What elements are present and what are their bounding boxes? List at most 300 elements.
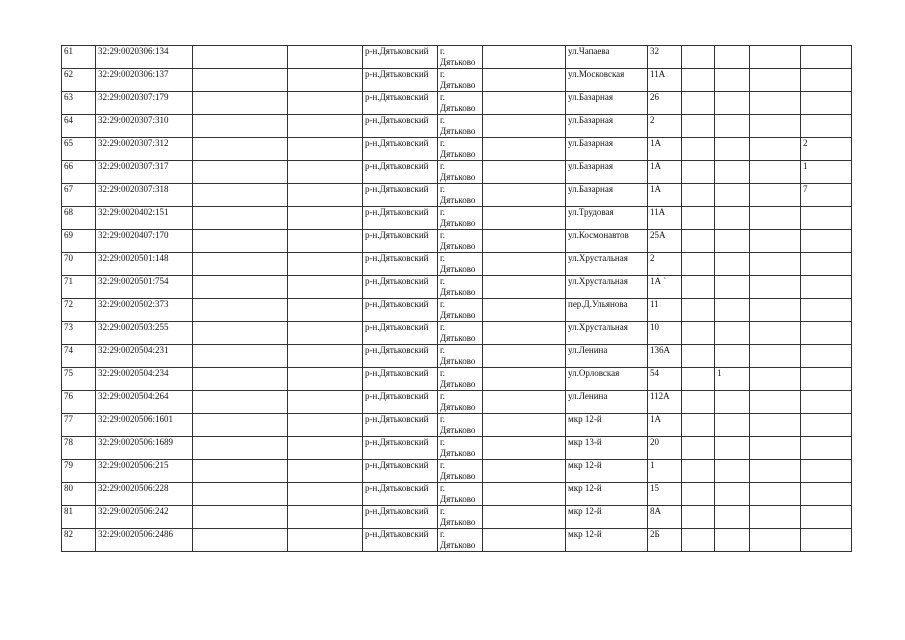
empty-cell [288, 437, 363, 460]
empty-cell [288, 345, 363, 368]
table-row [62, 345, 852, 368]
row-number: 67 [62, 184, 96, 207]
house-number: 1А ` [648, 276, 682, 299]
empty-cell [193, 345, 288, 368]
street: мкр 13-й [566, 437, 648, 460]
district: р-н.Дятьковский [363, 230, 438, 253]
empty-cell [483, 506, 566, 529]
empty-cell [750, 437, 801, 460]
street: ул.Орловская [566, 368, 648, 391]
empty-cell [193, 391, 288, 414]
empty-cell [750, 391, 801, 414]
cadastral-number: 32:29:0020504:234 [96, 368, 193, 391]
house-number: 11А [648, 207, 682, 230]
extra-value [715, 299, 750, 322]
cadastral-number: 32:29:0020306:137 [96, 69, 193, 92]
city: г. Дятьково [438, 46, 483, 69]
cadastral-number: 32:29:0020307:310 [96, 115, 193, 138]
empty-cell [193, 138, 288, 161]
row-number: 70 [62, 253, 96, 276]
table-row [62, 483, 852, 506]
empty-cell [288, 506, 363, 529]
empty-cell [193, 92, 288, 115]
street: ул.Базарная [566, 161, 648, 184]
empty-cell [483, 345, 566, 368]
count-value [801, 529, 852, 552]
house-number: 2Б [648, 529, 682, 552]
street: ул.Хрустальная [566, 253, 648, 276]
cadastral-number: 32:29:0020307:312 [96, 138, 193, 161]
row-number: 63 [62, 92, 96, 115]
street: ул.Базарная [566, 92, 648, 115]
empty-cell [750, 161, 801, 184]
extra-value [715, 414, 750, 437]
empty-cell [483, 414, 566, 437]
empty-cell [750, 230, 801, 253]
table-row [62, 460, 852, 483]
empty-cell [682, 391, 715, 414]
house-number: 10 [648, 322, 682, 345]
row-number: 76 [62, 391, 96, 414]
cadastral-number: 32:29:0020506:242 [96, 506, 193, 529]
city: г. Дятьково [438, 69, 483, 92]
row-number: 69 [62, 230, 96, 253]
empty-cell [750, 529, 801, 552]
extra-value [715, 506, 750, 529]
empty-cell [193, 253, 288, 276]
table-row [62, 437, 852, 460]
empty-cell [483, 322, 566, 345]
empty-cell [288, 391, 363, 414]
empty-cell [193, 161, 288, 184]
city: г. Дятьково [438, 299, 483, 322]
city: г. Дятьково [438, 368, 483, 391]
house-number: 25А [648, 230, 682, 253]
count-value [801, 483, 852, 506]
empty-cell [483, 529, 566, 552]
house-number: 11 [648, 299, 682, 322]
row-number: 62 [62, 69, 96, 92]
extra-value [715, 345, 750, 368]
empty-cell [750, 483, 801, 506]
table-row [62, 230, 852, 253]
empty-cell [193, 115, 288, 138]
empty-cell [483, 161, 566, 184]
row-number: 73 [62, 322, 96, 345]
city: г. Дятьково [438, 161, 483, 184]
street: ул.Хрустальная [566, 276, 648, 299]
cadastral-number: 32:29:0020506:215 [96, 460, 193, 483]
empty-cell [288, 46, 363, 69]
city: г. Дятьково [438, 460, 483, 483]
empty-cell [483, 115, 566, 138]
empty-cell [288, 460, 363, 483]
empty-cell [682, 46, 715, 69]
street: ул.Трудовая [566, 207, 648, 230]
empty-cell [483, 437, 566, 460]
empty-cell [483, 46, 566, 69]
cadastral-number: 32:29:0020307:318 [96, 184, 193, 207]
extra-value [715, 161, 750, 184]
empty-cell [288, 184, 363, 207]
count-value [801, 115, 852, 138]
cadastral-number: 32:29:0020501:148 [96, 253, 193, 276]
empty-cell [682, 483, 715, 506]
count-value [801, 276, 852, 299]
district: р-н.Дятьковский [363, 184, 438, 207]
street: ул.Ленина [566, 391, 648, 414]
house-number: 1 [648, 460, 682, 483]
count-value [801, 207, 852, 230]
city: г. Дятьково [438, 276, 483, 299]
district: р-н.Дятьковский [363, 483, 438, 506]
street: мкр 12-й [566, 483, 648, 506]
row-number: 82 [62, 529, 96, 552]
empty-cell [483, 92, 566, 115]
city: г. Дятьково [438, 138, 483, 161]
empty-cell [193, 230, 288, 253]
count-value [801, 437, 852, 460]
extra-value [715, 184, 750, 207]
house-number: 136А [648, 345, 682, 368]
extra-value [715, 391, 750, 414]
city: г. Дятьково [438, 529, 483, 552]
count-value [801, 345, 852, 368]
house-number: 2 [648, 115, 682, 138]
count-value [801, 230, 852, 253]
district: р-н.Дятьковский [363, 460, 438, 483]
empty-cell [682, 92, 715, 115]
table-row [62, 368, 852, 391]
row-number: 79 [62, 460, 96, 483]
district: р-н.Дятьковский [363, 46, 438, 69]
table-row [62, 391, 852, 414]
empty-cell [193, 299, 288, 322]
empty-cell [682, 230, 715, 253]
empty-cell [193, 529, 288, 552]
count-value [801, 253, 852, 276]
empty-cell [750, 276, 801, 299]
empty-cell [483, 184, 566, 207]
empty-cell [483, 299, 566, 322]
city: г. Дятьково [438, 207, 483, 230]
table-row [62, 299, 852, 322]
empty-cell [288, 529, 363, 552]
street: ул.Хрустальная [566, 322, 648, 345]
street: ул.Ленина [566, 345, 648, 368]
city: г. Дятьково [438, 115, 483, 138]
table-row [62, 46, 852, 69]
district: р-н.Дятьковский [363, 345, 438, 368]
row-number: 81 [62, 506, 96, 529]
extra-value [715, 230, 750, 253]
house-number: 2 [648, 253, 682, 276]
city: г. Дятьково [438, 506, 483, 529]
empty-cell [288, 368, 363, 391]
empty-cell [288, 253, 363, 276]
district: р-н.Дятьковский [363, 299, 438, 322]
empty-cell [483, 483, 566, 506]
table-row [62, 506, 852, 529]
empty-cell [193, 46, 288, 69]
table-row [62, 529, 852, 552]
district: р-н.Дятьковский [363, 529, 438, 552]
cadastral-number: 32:29:0020503:255 [96, 322, 193, 345]
empty-cell [682, 437, 715, 460]
extra-value [715, 483, 750, 506]
extra-value [715, 253, 750, 276]
extra-value [715, 460, 750, 483]
district: р-н.Дятьковский [363, 207, 438, 230]
extra-value [715, 276, 750, 299]
empty-cell [483, 391, 566, 414]
table-row [62, 138, 852, 161]
extra-value [715, 529, 750, 552]
district: р-н.Дятьковский [363, 92, 438, 115]
count-value [801, 299, 852, 322]
empty-cell [750, 345, 801, 368]
table-row [62, 253, 852, 276]
extra-value [715, 437, 750, 460]
street: мкр 12-й [566, 414, 648, 437]
house-number: 8А [648, 506, 682, 529]
empty-cell [288, 483, 363, 506]
house-number: 11А [648, 69, 682, 92]
empty-cell [288, 322, 363, 345]
row-number: 75 [62, 368, 96, 391]
empty-cell [288, 92, 363, 115]
empty-cell [288, 115, 363, 138]
count-value [801, 92, 852, 115]
house-number: 1А [648, 184, 682, 207]
empty-cell [750, 69, 801, 92]
empty-cell [483, 207, 566, 230]
street: мкр 12-й [566, 460, 648, 483]
cadastral-number: 32:29:0020506:228 [96, 483, 193, 506]
table-row [62, 184, 852, 207]
empty-cell [483, 138, 566, 161]
empty-cell [750, 115, 801, 138]
district: р-н.Дятьковский [363, 276, 438, 299]
empty-cell [288, 414, 363, 437]
district: р-н.Дятьковский [363, 161, 438, 184]
city: г. Дятьково [438, 391, 483, 414]
street: мкр 12-й [566, 506, 648, 529]
count-value: 7 [801, 184, 852, 207]
extra-value: 1 [715, 368, 750, 391]
extra-value [715, 69, 750, 92]
street: ул.Базарная [566, 115, 648, 138]
house-number: 112А [648, 391, 682, 414]
cadastral-number: 32:29:0020307:317 [96, 161, 193, 184]
row-number: 71 [62, 276, 96, 299]
city: г. Дятьково [438, 92, 483, 115]
city: г. Дятьково [438, 437, 483, 460]
city: г. Дятьково [438, 414, 483, 437]
house-number: 32 [648, 46, 682, 69]
empty-cell [750, 253, 801, 276]
house-number: 1А [648, 161, 682, 184]
row-number: 80 [62, 483, 96, 506]
empty-cell [682, 276, 715, 299]
row-number: 61 [62, 46, 96, 69]
empty-cell [682, 345, 715, 368]
empty-cell [193, 322, 288, 345]
cadastral-number: 32:29:0020307:179 [96, 92, 193, 115]
empty-cell [193, 414, 288, 437]
empty-cell [193, 184, 288, 207]
extra-value [715, 115, 750, 138]
street: ул.Базарная [566, 184, 648, 207]
empty-cell [750, 414, 801, 437]
street: пер.Д.Ульянова [566, 299, 648, 322]
city: г. Дятьково [438, 345, 483, 368]
cadastral-number: 32:29:0020506:1689 [96, 437, 193, 460]
empty-cell [193, 69, 288, 92]
table-row [62, 414, 852, 437]
district: р-н.Дятьковский [363, 253, 438, 276]
street: ул.Базарная [566, 138, 648, 161]
table-body [62, 46, 852, 552]
empty-cell [682, 322, 715, 345]
empty-cell [288, 207, 363, 230]
empty-cell [193, 460, 288, 483]
empty-cell [483, 69, 566, 92]
district: р-н.Дятьковский [363, 322, 438, 345]
empty-cell [288, 276, 363, 299]
extra-value [715, 138, 750, 161]
empty-cell [682, 529, 715, 552]
cadastral-number: 32:29:0020504:231 [96, 345, 193, 368]
city: г. Дятьково [438, 253, 483, 276]
empty-cell [682, 299, 715, 322]
empty-cell [682, 414, 715, 437]
city: г. Дятьково [438, 322, 483, 345]
empty-cell [193, 276, 288, 299]
district: р-н.Дятьковский [363, 437, 438, 460]
cadastral-number: 32:29:0020407:170 [96, 230, 193, 253]
row-number: 72 [62, 299, 96, 322]
district: р-н.Дятьковский [363, 506, 438, 529]
district: р-н.Дятьковский [363, 368, 438, 391]
empty-cell [682, 184, 715, 207]
table-row [62, 115, 852, 138]
extra-value [715, 322, 750, 345]
city: г. Дятьково [438, 483, 483, 506]
row-number: 65 [62, 138, 96, 161]
empty-cell [682, 506, 715, 529]
empty-cell [288, 161, 363, 184]
row-number: 64 [62, 115, 96, 138]
empty-cell [682, 253, 715, 276]
extra-value [715, 207, 750, 230]
count-value [801, 368, 852, 391]
count-value [801, 69, 852, 92]
registry-table [61, 45, 852, 552]
empty-cell [750, 322, 801, 345]
house-number: 20 [648, 437, 682, 460]
house-number: 54 [648, 368, 682, 391]
row-number: 78 [62, 437, 96, 460]
empty-cell [193, 207, 288, 230]
empty-cell [483, 460, 566, 483]
count-value: 2 [801, 138, 852, 161]
table-row [62, 161, 852, 184]
count-value [801, 46, 852, 69]
empty-cell [193, 368, 288, 391]
table-row [62, 207, 852, 230]
district: р-н.Дятьковский [363, 115, 438, 138]
row-number: 68 [62, 207, 96, 230]
empty-cell [483, 368, 566, 391]
house-number: 15 [648, 483, 682, 506]
empty-cell [750, 92, 801, 115]
empty-cell [682, 138, 715, 161]
street: ул.Московская [566, 69, 648, 92]
empty-cell [682, 161, 715, 184]
city: г. Дятьково [438, 184, 483, 207]
empty-cell [682, 115, 715, 138]
extra-value [715, 92, 750, 115]
empty-cell [750, 299, 801, 322]
count-value [801, 391, 852, 414]
cadastral-number: 32:29:0020502:373 [96, 299, 193, 322]
empty-cell [750, 460, 801, 483]
empty-cell [193, 483, 288, 506]
cadastral-number: 32:29:0020306:134 [96, 46, 193, 69]
district: р-н.Дятьковский [363, 414, 438, 437]
district: р-н.Дятьковский [363, 69, 438, 92]
table-row [62, 276, 852, 299]
empty-cell [483, 276, 566, 299]
house-number: 1А [648, 138, 682, 161]
table-row [62, 322, 852, 345]
empty-cell [682, 368, 715, 391]
empty-cell [288, 299, 363, 322]
district: р-н.Дятьковский [363, 138, 438, 161]
empty-cell [750, 368, 801, 391]
cadastral-number: 32:29:0020402:151 [96, 207, 193, 230]
empty-cell [193, 437, 288, 460]
table-row [62, 92, 852, 115]
row-number: 66 [62, 161, 96, 184]
empty-cell [288, 69, 363, 92]
count-value [801, 506, 852, 529]
extra-value [715, 46, 750, 69]
empty-cell [682, 69, 715, 92]
cadastral-number: 32:29:0020501:754 [96, 276, 193, 299]
empty-cell [750, 138, 801, 161]
empty-cell [750, 506, 801, 529]
cadastral-number: 32:29:0020504:264 [96, 391, 193, 414]
street: мкр 12-й [566, 529, 648, 552]
house-number: 1А [648, 414, 682, 437]
street: ул.Чапаева [566, 46, 648, 69]
count-value [801, 460, 852, 483]
empty-cell [750, 207, 801, 230]
house-number: 26 [648, 92, 682, 115]
empty-cell [483, 253, 566, 276]
empty-cell [682, 207, 715, 230]
city: г. Дятьково [438, 230, 483, 253]
empty-cell [288, 138, 363, 161]
count-value [801, 414, 852, 437]
empty-cell [288, 230, 363, 253]
empty-cell [193, 506, 288, 529]
cadastral-number: 32:29:0020506:2486 [96, 529, 193, 552]
empty-cell [483, 230, 566, 253]
district: р-н.Дятьковский [363, 391, 438, 414]
